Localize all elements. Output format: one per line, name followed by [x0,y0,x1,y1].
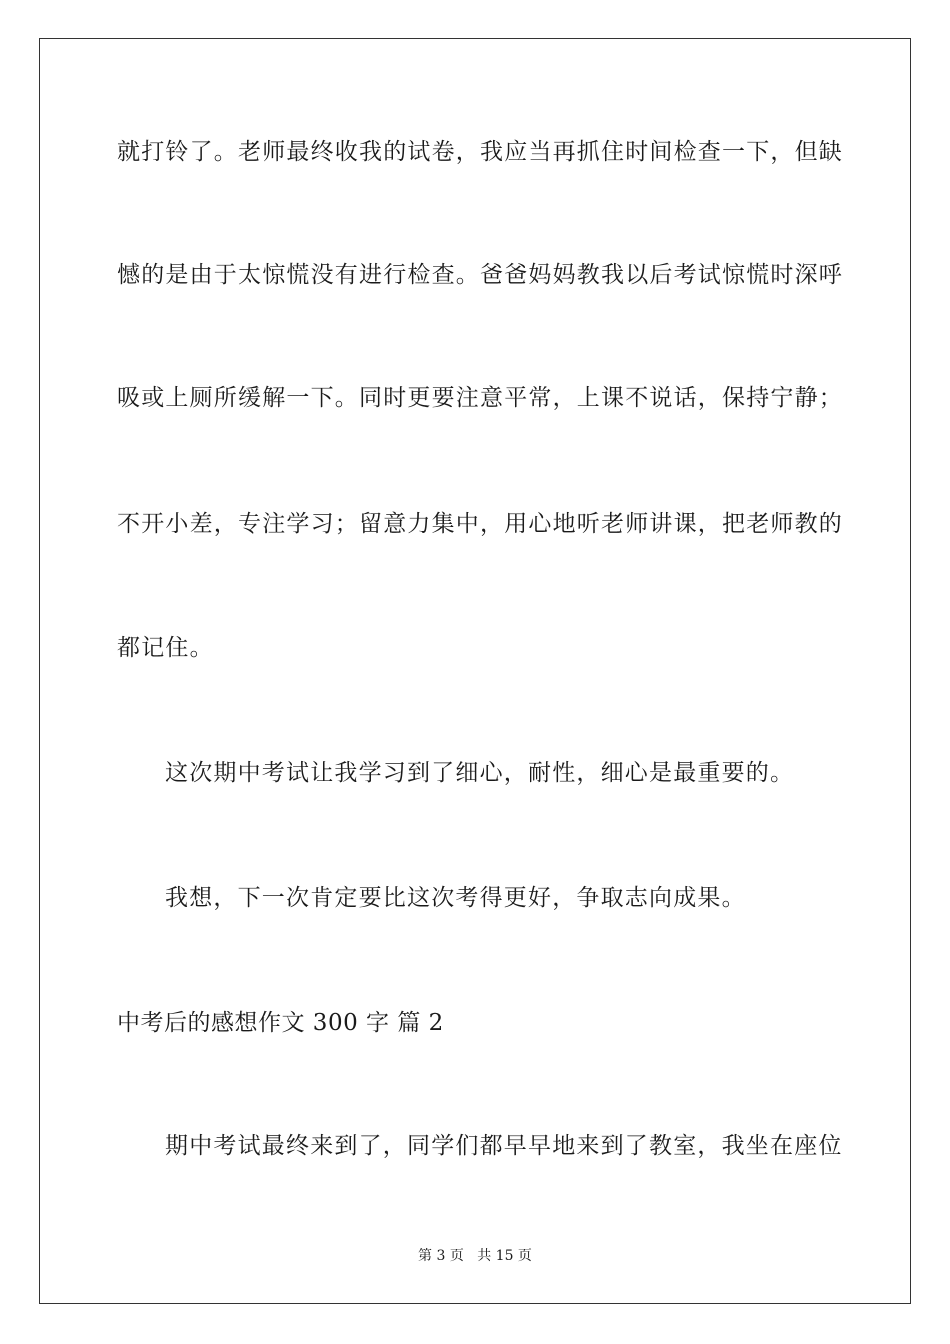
page-footer [0,1246,950,1266]
page-number: 第 3 页 [418,1248,464,1264]
body-line-2: 憾的是由于太惊慌没有进行检查。爸爸妈妈教我以后考试惊慌时深呼 [117,262,843,288]
page-border [39,38,911,1304]
section-heading: 中考后的感想作文 300 字 篇 2 [117,1010,444,1036]
body-line-4: 不开小差，专注学习；留意力集中，用心地听老师讲课，把老师教的 [117,511,843,537]
paragraph-resolution: 我想，下一次肯定要比这次考得更好，争取志向成果。 [165,885,746,911]
body-line-5: 都记住。 [117,635,214,661]
paragraph-conclusion: 这次期中考试让我学习到了细心，耐性，细心是最重要的。 [165,760,795,786]
page-total: 共 15 页 [477,1248,532,1264]
paragraph-essay-2-start: 期中考试最终来到了，同学们都早早地来到了教室，我坐在座位 [165,1133,843,1159]
body-line-3: 吸或上厕所缓解一下。同时更要注意平常，上课不说话，保持宁静； [117,385,843,411]
body-line-1: 就打铃了。老师最终收我的试卷，我应当再抓住时间检查一下，但缺 [117,139,843,165]
